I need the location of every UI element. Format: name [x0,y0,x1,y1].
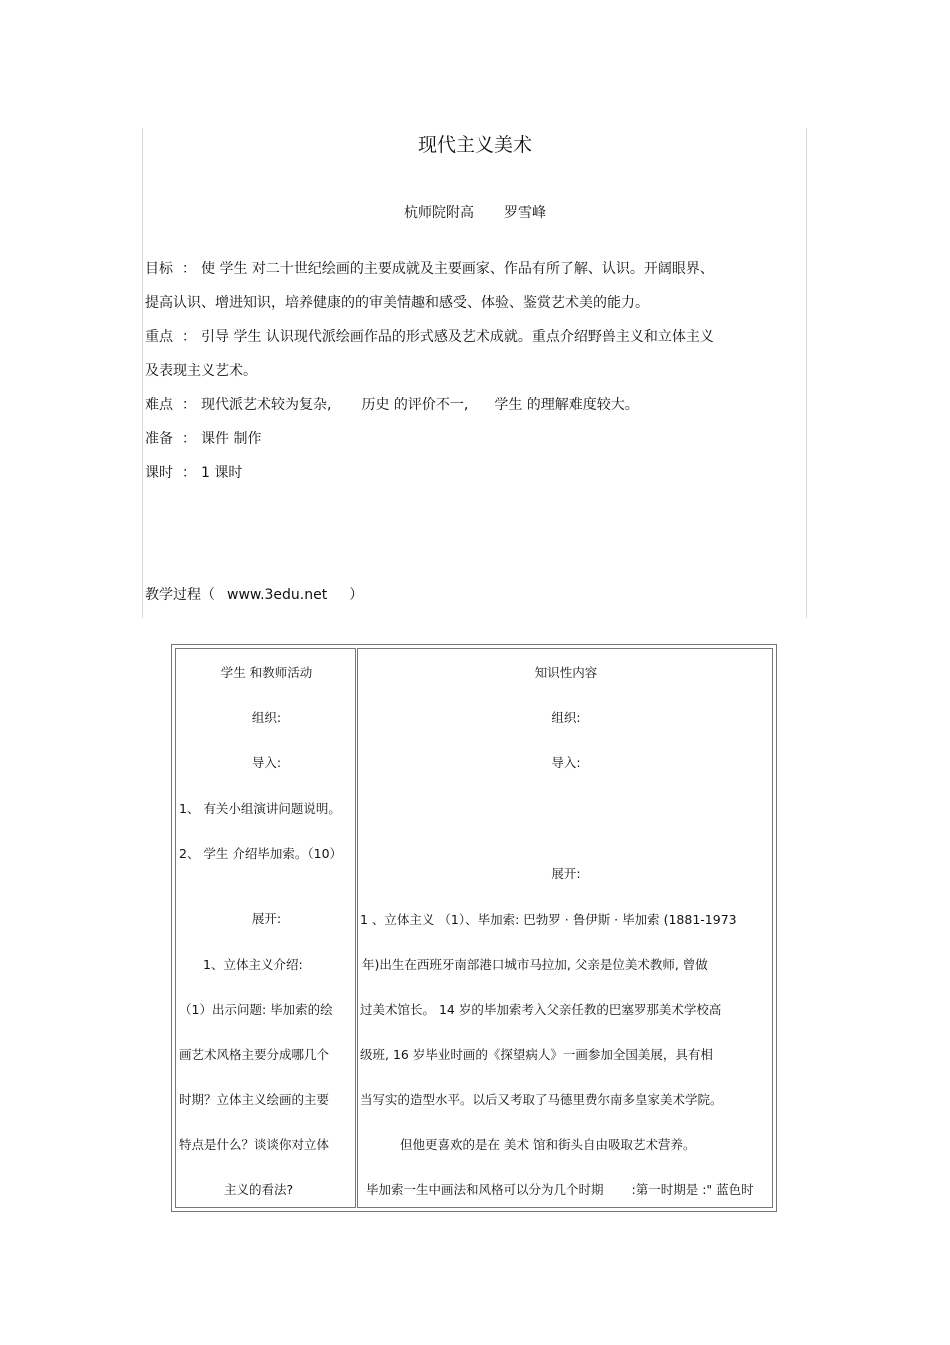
preparation-label: 准备 [145,431,173,447]
activities-intro: 导入: [251,755,282,770]
knowledge-para-4: 级班, 16 岁毕业时画的《探望病人》一画参加全国美展，具有相 [360,1047,713,1062]
preparation-line: 准备 ： 课件 制作 [145,428,261,448]
knowledge-para-7b: :第一时期是 :" 蓝色时 [631,1182,754,1197]
knowledge-para-6: 但他更喜欢的是在 美术 馆和街头自由吸取艺术营养。 [400,1137,696,1152]
process-label: 教学过程（ [145,587,215,603]
preparation-text: 课件 制作 [201,431,262,447]
knowledge-para-5: 当写实的造型水平。以后又考取了马德里费尔南多皇家美术学院。 [360,1092,723,1107]
key-point-line-2 [145,360,257,380]
activities-question-3: 时期？立体主义绘画的主要 [179,1092,330,1107]
key-point-line-1: 重点 ： 引导 学生 认识现代派绘画作品的形式感及艺术成就。重点介绍野兽主义和立体主义 [145,326,714,346]
knowledge-header: 知识性内容 [534,665,598,680]
knowledge-para-1: 1 、立体主义 （1）、毕加索: 巴勃罗 · 鲁伊斯 · 毕加索 (1881-1973 [360,912,737,927]
activities-question-2: 画艺术风格主要分成哪几个 [179,1047,330,1062]
difficulty-label: 难点 [145,397,173,413]
hours-label: 课时 [145,465,173,481]
activities-item-2: 2、 学生 介绍毕加索。（10） [179,846,343,861]
activities-question-1: （1）出示问题: 毕加索的绘 [179,1002,333,1017]
hours-line: 课时 ： 1 课时 [145,462,242,482]
knowledge-para-7 [366,1180,754,1198]
activities-org: 组织: [251,710,282,725]
difficulty-text-2: 历史 的评价不一, [361,397,469,413]
knowledge-para-2: 年)出生在西班牙南部港口城市马拉加, 父亲是位美术教师, 曾做 [362,957,708,972]
goal-text-2: 提高认识、增进知识，培养健康的的审美情趣和感受、体验、鉴赏艺术美的能力。 [145,295,649,311]
activities-expand: 展开: [251,911,282,926]
knowledge-para-3: 过美术馆长。 14 岁的毕加索考入父亲任教的巴塞罗那美术学校高 [360,1002,722,1017]
key-point-text-2: 及表现主义艺术。 [145,363,257,379]
process-line: 教学过程（ www.3edu.net ） [145,584,363,604]
knowledge-column [357,648,773,1208]
difficulty-text-3: 学生 的理解难度较大。 [494,397,639,413]
author-name: 罗雪峰 [504,205,546,221]
page-title: 现代主义美术 [417,134,532,156]
goal-line-2 [145,292,649,312]
goal-label: 目标 [145,261,173,277]
activities-question-4: 特点是什么？谈谈你对立体 [179,1137,330,1152]
key-point-label: 重点 [145,329,173,345]
activities-question-5: 主义的看法? [224,1182,294,1197]
activities-item-1: 1、 有关小组演讲问题说明。 [179,801,341,816]
goal-text-1: 使 学生 对二十世纪绘画的主要成就及主要画家、作品有所了解、认识。开阔眼界、 [201,261,714,277]
goal-line-1: 目标 ： 使 学生 对二十世纪绘画的主要成就及主要画家、作品有所了解、认识。开阔眼界、 [145,258,714,278]
activities-cubism: 1、立体主义介绍: [203,957,303,972]
author-school: 杭师院附高 [404,205,474,221]
activities-header: 学生 和教师活动 [220,665,313,680]
activities-column [175,648,356,1208]
key-point-text-1: 引导 学生 认识现代派绘画作品的形式感及艺术成就。重点介绍野兽主义和立体主义 [201,329,714,345]
hours-text: 1 课时 [201,465,243,481]
author-line [0,202,950,222]
difficulty-text-1: 现代派艺术较为复杂, [201,397,332,413]
knowledge-para-7a: 毕加索一生中画法和风格可以分为几个时期 [366,1182,604,1197]
knowledge-expand: 展开: [551,866,581,881]
knowledge-intro: 导入: [551,755,581,770]
lesson-table [171,644,777,1212]
knowledge-org: 组织: [551,710,581,725]
difficulty-line: 难点 ： 现代派艺术较为复杂, 历史 的评价不一, 学生 的理解难度较大。 [145,394,639,414]
process-url[interactable]: www.3edu.net [227,587,328,603]
